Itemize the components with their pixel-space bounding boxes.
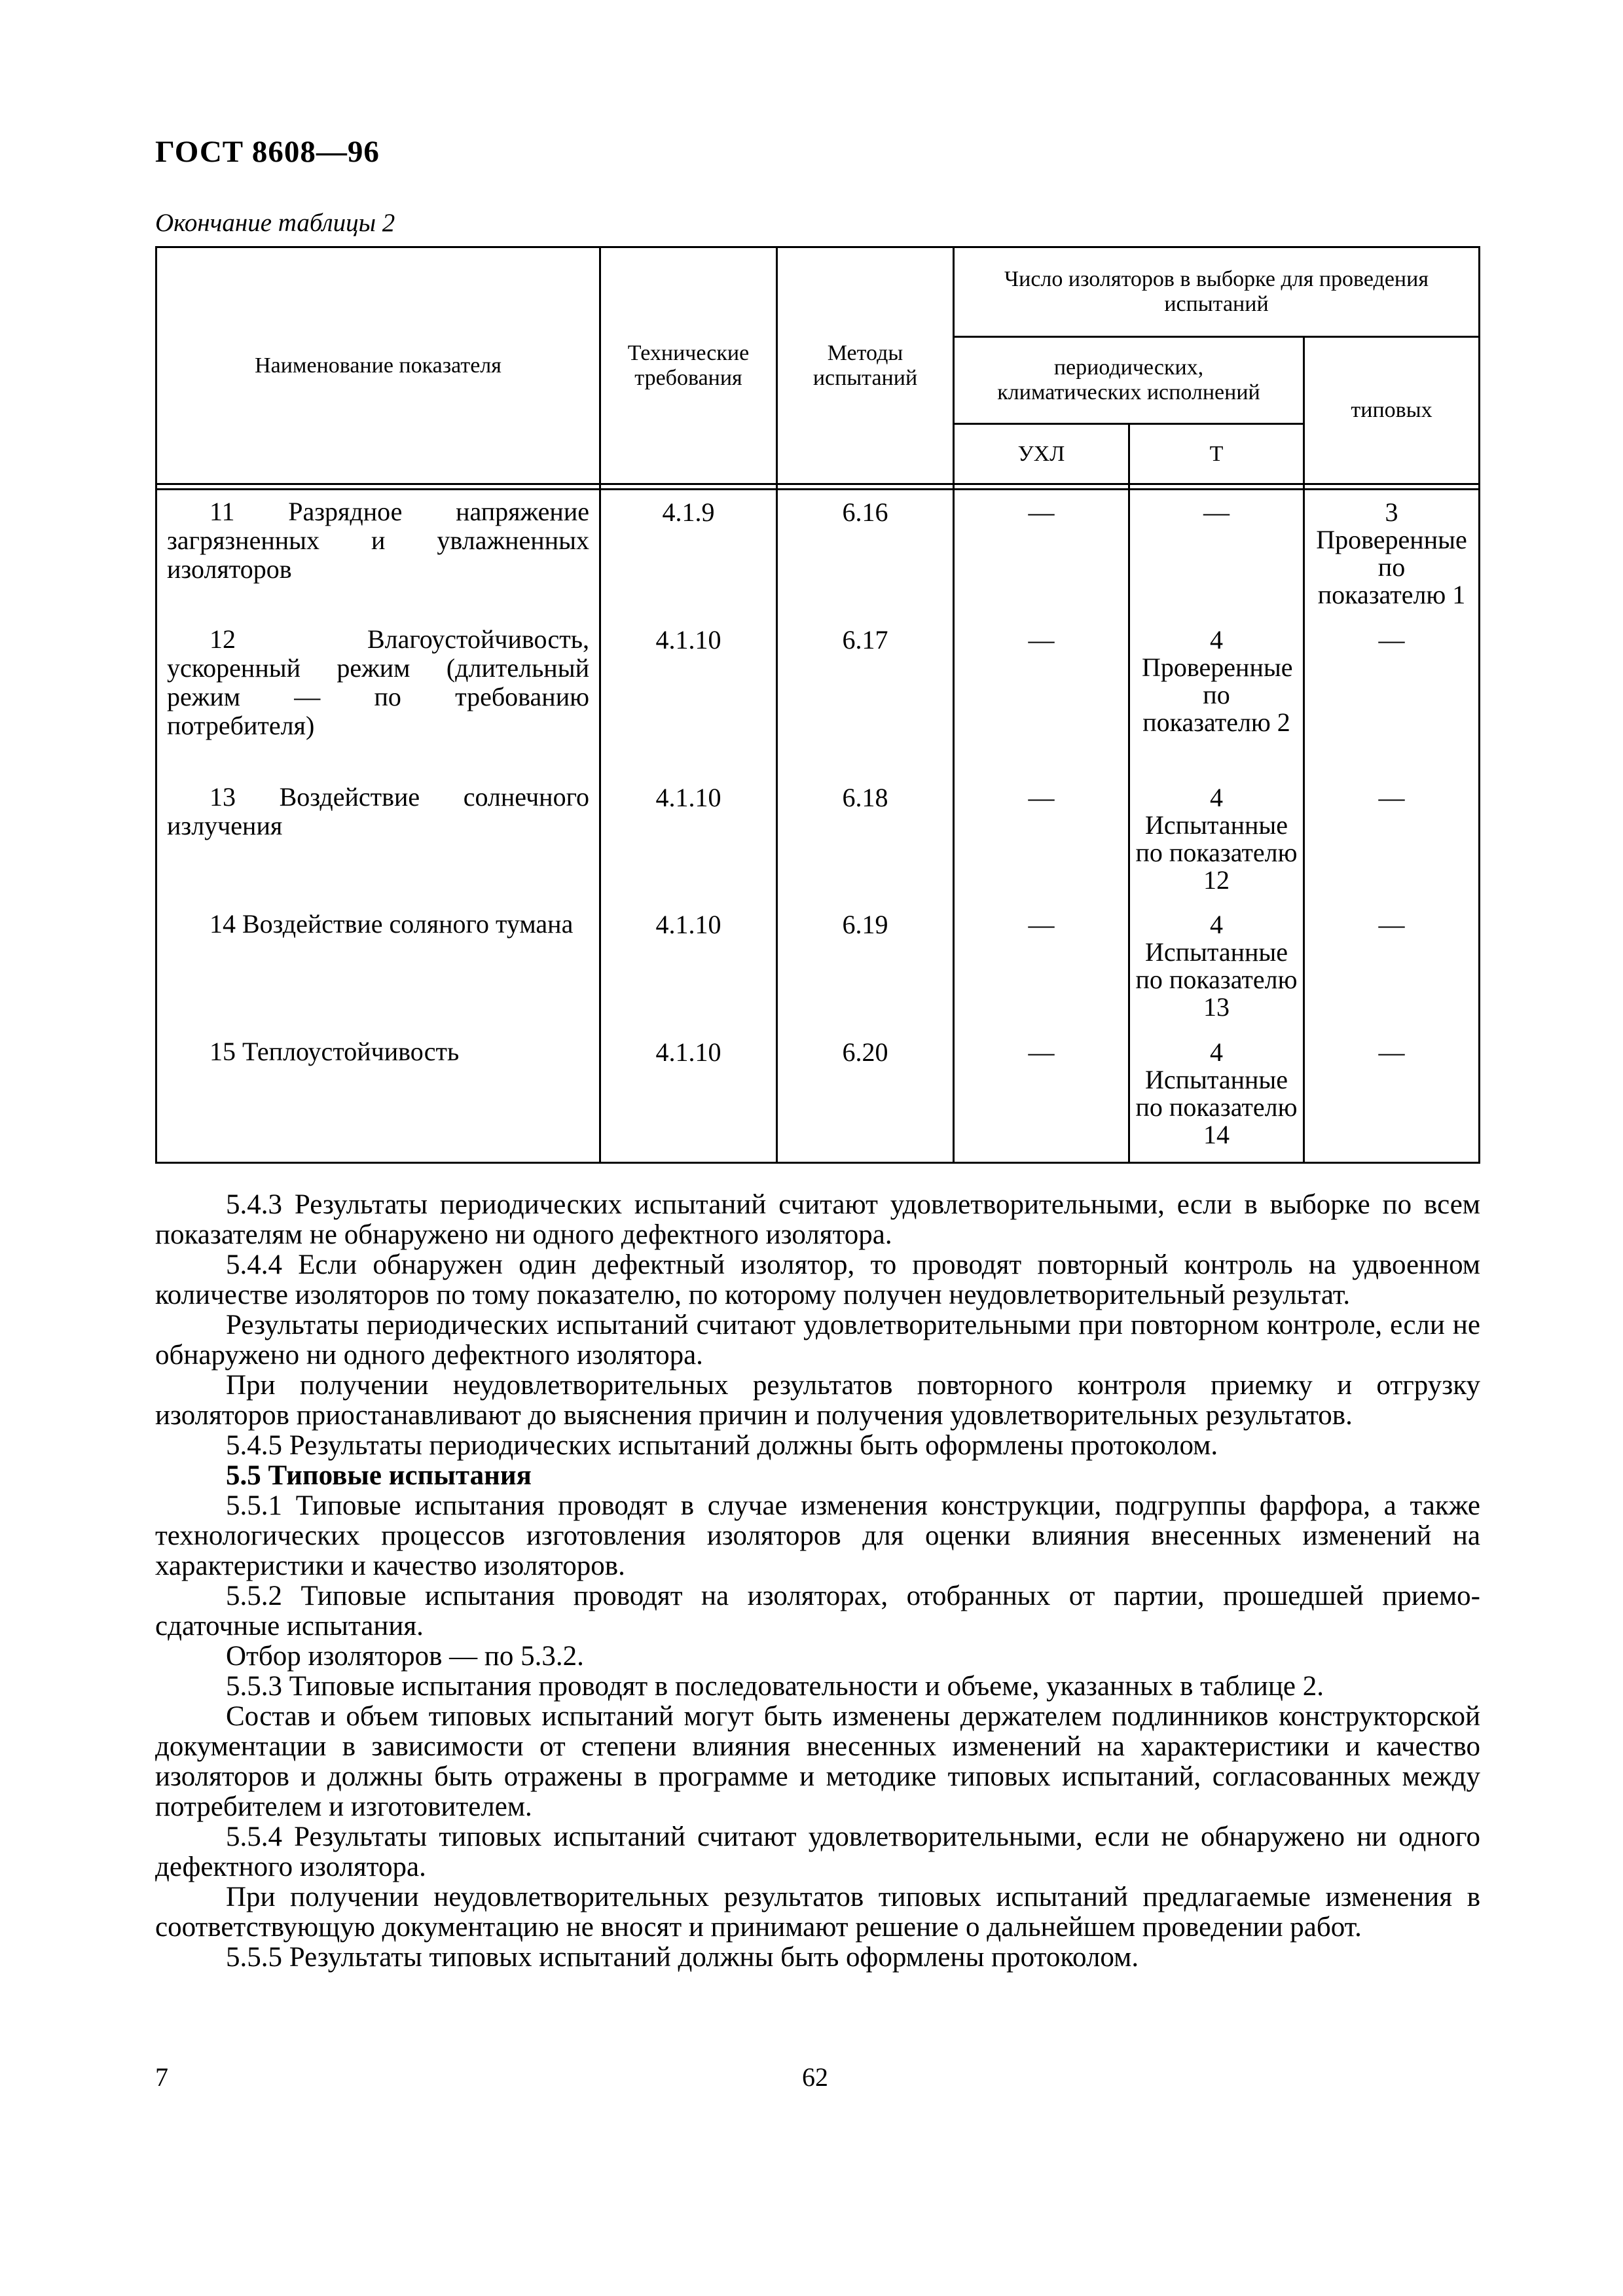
paragraph: 5.5.1 Типовые испытания проводят в случае изменения конструкции, подгруппы фарфора, а также технологических процессов изготовления изоляторов для оценки влияния внесенных изменений на характеристики и качество изоляторов. [155,1490,1480,1581]
header-uhl: УХЛ [1017,441,1065,466]
row-t: — [1203,497,1230,527]
row-t: 4 Испытанные по показателю 13 [1135,910,1298,1022]
paragraph: При получении неудовлетворительных результатов типовых испытаний предлагаемые изменения в соответствующую документацию не вносят и принимают решение о дальнейшем проведении работ. [155,1882,1480,1943]
header-methods: Методы испытаний [812,340,918,390]
row-name: 14 Воздействие соляного тумана [210,909,574,939]
row-uhl: — [1028,1037,1055,1067]
row-tech: 4.1.10 [655,783,721,812]
header-t: Т [1209,441,1224,466]
row-method: 6.17 [842,625,888,655]
row-typical: — [1378,783,1405,812]
header-name: Наименование показателя [255,353,501,378]
header-periodic: периодических, климатических исполнений [997,355,1260,404]
row-t: 4 Испытанные по показателю 14 [1135,1037,1298,1149]
header-typical: типовых [1351,398,1432,422]
row-uhl: — [1028,910,1055,939]
row-tech: 4.1.10 [655,1037,721,1067]
row-uhl: — [1028,497,1055,527]
page-number-center: 62 [802,2062,828,2092]
document-code: ГОСТ 8608—96 [155,135,380,169]
paragraph: 5.5.4 Результаты типовых испытаний считают удовлетворительными, если не обнаружено ни одного дефектного изолятора. [155,1821,1480,1882]
paragraph: Состав и объем типовых испытаний могут быть изменены держателем подлинников конструкторской документации в зависимости от степени влияния внесенных изменений на характеристики и качество изоляторов и должны быть отражены в программе и методике типовых испытаний, согласованных между потребителем и изготовителем. [155,1701,1480,1822]
row-name: 11 Разрядное напряжение загрязненных и увлажненных изоляторов [167,497,589,584]
paragraph: 5.5.5 Результаты типовых испытаний должны быть оформлены протоколом. [226,1942,1139,1973]
table-caption: Окончание таблицы 2 [155,209,395,237]
section-heading: 5.5 Типовые испытания [226,1460,532,1491]
row-name: 13 Воздействие солнечного излучения [167,782,589,840]
row-typical: — [1378,1037,1405,1067]
page-number-left: 7 [155,2062,168,2092]
paragraph: Результаты периодических испытаний считают удовлетворительными при повторном контроле, если не обнаружено ни одного дефектного изолятора. [155,1310,1480,1371]
paragraph: Отбор изоляторов — по 5.3.2. [226,1641,584,1672]
row-method: 6.18 [842,783,888,812]
paragraph: 5.5.3 Типовые испытания проводят в последовательности и объеме, указанных в таблице 2. [226,1671,1324,1702]
header-tech: Технические требования [627,340,750,390]
paragraph: При получении неудовлетворительных результатов повторного контроля приемку и отгрузку изоляторов приостанавливают до выяснения причин и получения удовлетворительных результатов. [155,1370,1480,1431]
row-typical: 3 Проверенные по показателю 1 [1316,497,1467,609]
row-method: 6.20 [842,1037,888,1067]
header-count: Число изоляторов в выборке для проведения испытаний [1004,267,1429,316]
row-tech: 4.1.9 [662,497,715,527]
paragraph: 5.4.3 Результаты периодических испытаний считают удовлетворительными, если в выборке по всем показателям не обнаружено ни одного дефектного изолятора. [155,1189,1480,1250]
row-tech: 4.1.10 [655,625,721,655]
paragraph: 5.5.2 Типовые испытания проводят на изоляторах, отобранных от партии, прошедшей приемо-сдаточные испытания. [155,1581,1480,1641]
row-typical: — [1378,625,1405,655]
row-method: 6.19 [842,910,888,939]
row-name: 12 Влагоустойчивость, ускоренный режим (длительный режим — по требованию потребителя) [167,624,589,740]
row-uhl: — [1028,783,1055,812]
row-tech: 4.1.10 [655,910,721,939]
row-typical: — [1378,910,1405,939]
body-text [155,1190,1480,1973]
row-name: 15 Теплоустойчивость [210,1037,460,1066]
row-method: 6.16 [842,497,888,527]
paragraph: 5.4.5 Результаты периодических испытаний должны быть оформлены протоколом. [226,1430,1218,1461]
row-t: 4 Проверенные по показателю 2 [1142,625,1293,737]
row-uhl: — [1028,625,1055,655]
paragraph: 5.4.4 Если обнаружен один дефектный изолятор, то проводят повторный контроль на удвоенном количестве изоляторов по тому показателю, по которому получен неудовлетворительный результат. [155,1249,1480,1310]
row-t: 4 Испытанные по показателю 12 [1135,783,1298,895]
